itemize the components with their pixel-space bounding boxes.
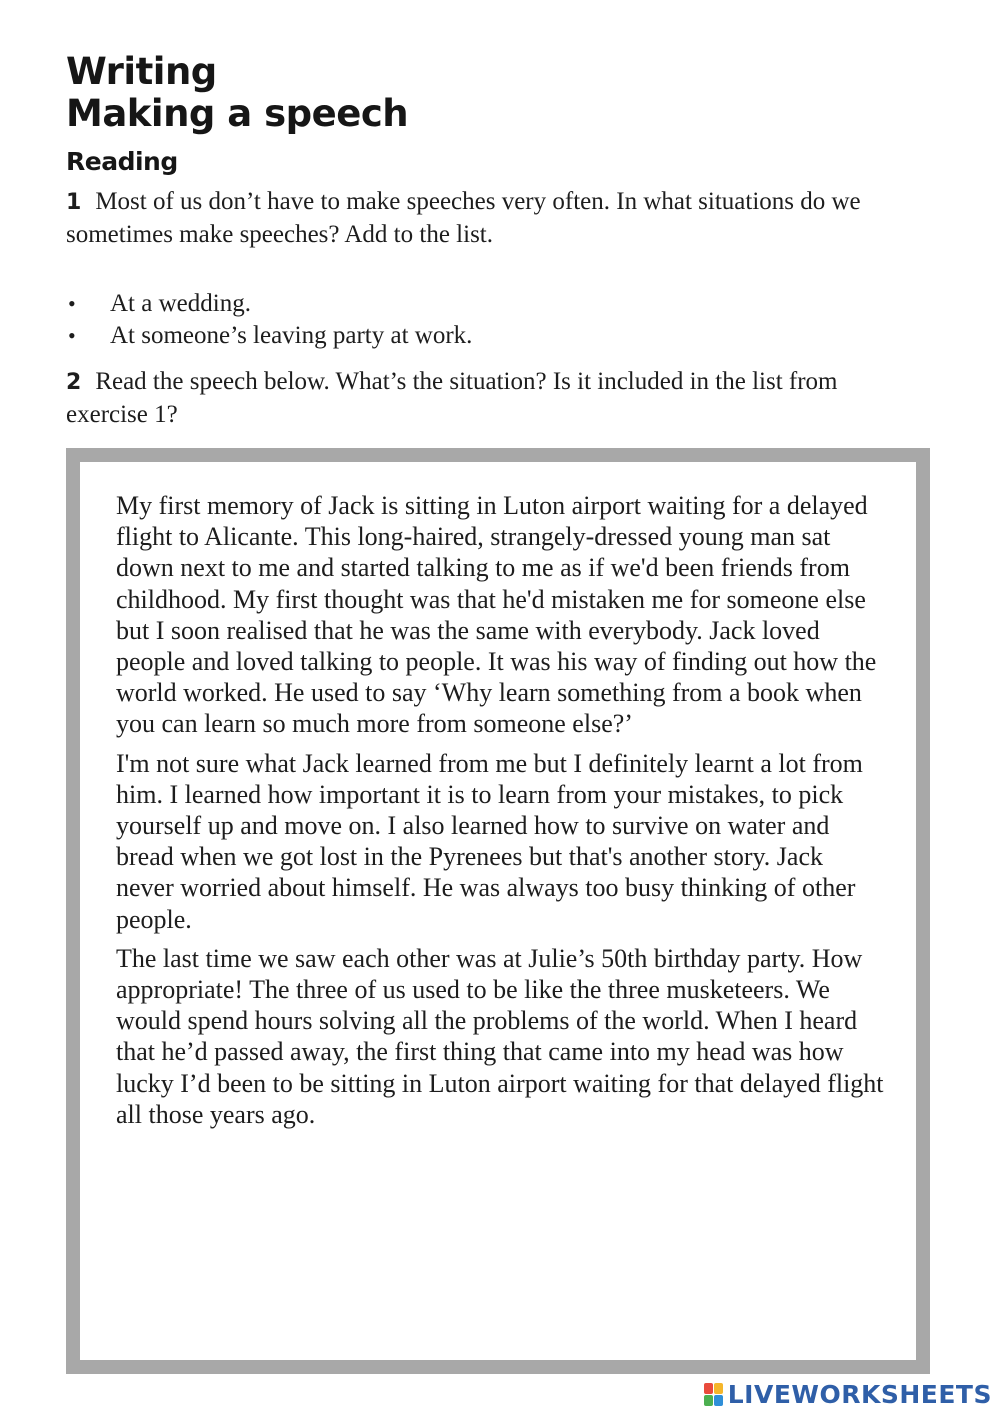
- speech-content: [80, 462, 916, 1360]
- exercise-1-text: Most of us don’t have to make speeches very often. In what situations do we sometimes make speeches? Add to the list.: [66, 188, 861, 248]
- exercise-2-text: Read the speech below. What’s the situation? Is it included in the list from exercise 1?: [66, 368, 838, 428]
- speech-box: [66, 448, 930, 1374]
- page-title: Writing: [66, 50, 217, 93]
- speech-paragraph-2: I'm not sure what Jack learned from me but I definitely learnt a lot from him. I learned how important it is to learn from your mistakes, to pick yourself up and move on. I also learned how to survive on water and bread when we got lost in the Pyrenees but that's another story. Jack never worried about himself. He was always too busy thinking of other people.: [116, 748, 863, 934]
- page-subtitle: Making a speech: [66, 92, 409, 135]
- liveworksheets-watermark: [704, 1380, 992, 1409]
- exercise-2: [66, 366, 886, 431]
- liveworksheets-logo-icon: [704, 1383, 724, 1407]
- list-item-text: At a wedding.: [110, 290, 251, 317]
- list-item: [66, 320, 472, 352]
- section-heading: Reading: [66, 147, 178, 176]
- speech-paragraph-3: The last time we saw each other was at Julie’s 50th birthday party. How appropriate! The three of us used to be like the three musketeers. We would spend hours solving all the problems of the world. When I heard that he’d passed away, the first thing that came into my head was how lucky I’d been to be sitting in Luton airport waiting for that delayed flight all those years ago.: [116, 943, 884, 1129]
- exercise-1-number: 1: [66, 190, 82, 215]
- situation-list: [66, 288, 472, 352]
- bullet-icon: •: [68, 291, 76, 316]
- speech-paragraph-1: My first memory of Jack is sitting in Luton airport waiting for a delayed flight to Alicante. This long-haired, strangely-dressed young man sat down next to me and started talking to me as if we'd been friends from childhood. My first thought was that he'd mistaken me for someone else but I soon realised that he was the same with everybody. Jack loved people and loved talking to people. It was his way of finding out how the world worked. He used to say ‘Why learn something from a book when you can learn so much more from someone else?’: [116, 491, 877, 739]
- list-item: [66, 288, 472, 320]
- exercise-2-number: 2: [66, 370, 82, 395]
- bullet-icon: •: [68, 323, 76, 348]
- watermark-text: LIVEWORKSHEETS: [727, 1380, 992, 1409]
- exercise-1: [66, 186, 886, 251]
- list-item-text: At someone’s leaving party at work.: [110, 322, 473, 349]
